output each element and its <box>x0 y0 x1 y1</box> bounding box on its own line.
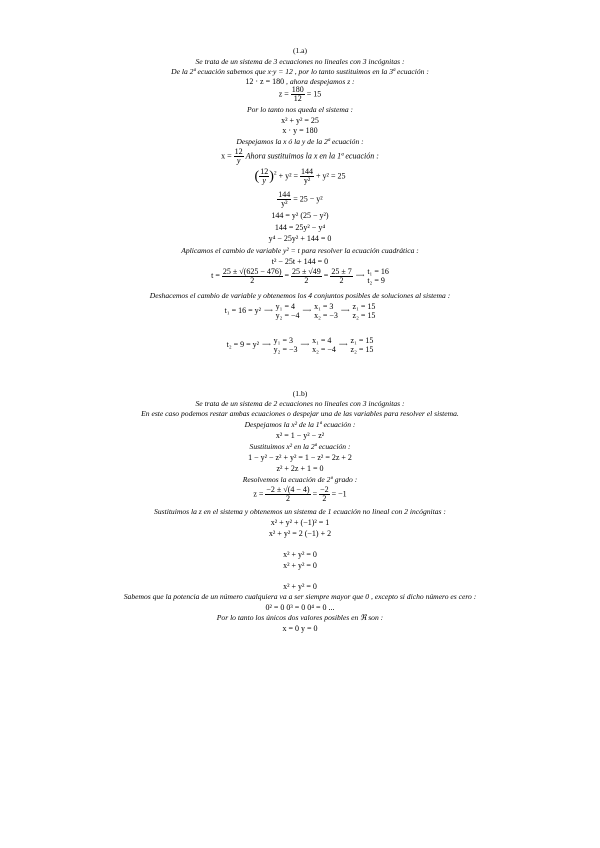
z-fraction <box>291 86 305 103</box>
step1-fraction <box>300 168 314 185</box>
t-values <box>367 267 389 285</box>
zb-numerator-1: −2 ± √(4 − 4) <box>266 485 310 494</box>
t-numerator-1: 25 ± √(625 − 476) <box>222 266 282 276</box>
g2-y1: y₁ = 3 <box>273 336 293 345</box>
zb-numerator-2: −2 <box>320 485 329 494</box>
part-b-only: Por lo tanto los únicos dos valores posibles en ℜ son : <box>216 613 384 622</box>
zb-fraction-1 <box>265 486 310 503</box>
step2-line <box>0 191 600 208</box>
x-eq-label: x = <box>221 151 232 161</box>
system1-eq-b: x · y = 180 <box>282 126 318 135</box>
part-a-heading: (1.a) <box>292 46 308 55</box>
part-b-sys1-a: x² + y² + (−1)² = 1 <box>270 518 330 527</box>
g2-z2: z₂ = 15 <box>350 345 374 354</box>
g1-z2: z₂ = 15 <box>352 311 376 320</box>
g2-x2: x₂ = −4 <box>312 345 336 354</box>
part-b-isolate: Despejamos la x² de la 1ª ecuación : <box>244 420 356 429</box>
t-solution-line: t = $\frac{25 \pm √(625 - 476)}{2}$ = $\frac{25 \pm √49}{2}$ = $\frac{25 \pm 7}{2}$ ⟶ t₁ = 16 t₂ = 9 <box>211 266 389 285</box>
part-b-eq1: 1 − y² − z² + y² = 1 − z² = 2z + 2 <box>248 453 352 462</box>
step2-denominator: y² <box>277 199 291 208</box>
t-fraction-2 <box>291 268 322 285</box>
zb-result: = −1 <box>331 489 347 499</box>
z-solution-line: z = $\frac{-2 \pm √(4 - 4)}{2}$ = $\frac{-2}{2}$ = −1 <box>253 485 347 503</box>
t-numerator-2: 25 ± √49 <box>292 266 321 276</box>
step1-numerator: 144 <box>301 167 314 176</box>
eq-12z: 12 · z = 180 <box>245 77 285 86</box>
part-a-isolate: Despejamos la x ó la y de la 2ª ecuación : <box>236 137 364 146</box>
part-b-zeros: 0² = 0 0³ = 0 0⁴ = 0 ... <box>265 603 335 612</box>
g2-z1: z₁ = 15 <box>350 336 374 345</box>
step4: 144 = 25y² − y⁴ <box>274 223 326 232</box>
g1-y1: y₁ = 4 <box>275 302 295 311</box>
g1-y2: y₂ = −4 <box>275 311 300 320</box>
g1-x2: x₂ = −3 <box>314 311 338 320</box>
g1-t: t₁ = 16 = y² <box>224 305 262 315</box>
change-of-variable: Aplicamos el cambio de variable y² = t para resolver la ecuación cuadrática : <box>181 246 419 255</box>
zb-lhs: z = <box>253 489 264 499</box>
z-denominator: 12 <box>291 94 305 103</box>
part-b-eq2: z² + 2z + 1 = 0 <box>276 464 324 473</box>
part-b-sys2-a: x² + y² = 0 <box>283 550 317 559</box>
t-denominator-3: 2 <box>330 276 352 285</box>
part-b-power: Sabemos que la potencia de un número cualquiera va a ser siempre mayor que 0 , excepto si dicho número es cero : <box>123 592 477 601</box>
solution-group-1: t₁ = 16 = y² ⟶ y₁ = 4 y₂ = −4 ⟶ x₁ = 3 x₂ = −3 ⟶ z₁ = 15 z₂ = 15 <box>224 302 376 320</box>
x-fraction <box>234 148 244 165</box>
g2-x1: x₁ = 4 <box>312 336 332 345</box>
part-b-answer: x = 0 y = 0 <box>282 624 318 633</box>
x-denominator: y <box>234 156 244 165</box>
t-denominator-1: 2 <box>222 276 283 285</box>
t-numerator-3: 25 ± 7 <box>331 266 352 276</box>
zb-fraction-2 <box>319 486 330 503</box>
x2-isolated: x² = 1 − y² − z² <box>275 431 325 440</box>
g2-t: t₂ = 9 = y² <box>226 339 260 349</box>
x-numerator: 12 <box>234 147 243 156</box>
part-b-substitute: Sustituimos x² en la 2ª ecuación : <box>249 442 351 451</box>
system1-eq-a: x² + y² = 25 <box>281 116 319 125</box>
z-solution: z = $\frac{180}{12}$ = 15 <box>278 85 322 103</box>
z-result: = 15 <box>306 89 322 99</box>
g2-y2: y₂ = −3 <box>273 345 298 354</box>
step3: 144 = y² (25 − y²) <box>271 211 329 220</box>
part-b-solve: Resolvemos la ecuación de 2º grado : <box>242 475 358 484</box>
step1-line: ( $\frac{12}{y}$ )$^2$ + y² = $\frac{144}{\text{y²}}$ + y² = 25 <box>254 167 346 185</box>
t-fraction-1 <box>222 268 283 285</box>
part-b-strategy: En este caso podemos restar ambas ecuaciones o despejar una de las variables para resolver el sistema. <box>141 409 459 418</box>
g1-z1: z₁ = 15 <box>352 302 376 311</box>
part-a-intro: Se trata de un sistema de 3 ecuaciones no lineales con 3 incógnitas : <box>195 57 405 66</box>
step5: y⁴ − 25y² + 144 = 0 <box>268 234 332 243</box>
t2-value: t₂ = 9 <box>367 276 385 285</box>
undo-change-text: Deshacemos el cambio de variable y obtenemos los 4 conjuntos posibles de soluciones al sistema : <box>149 291 451 300</box>
step1-end: + y² = 25 <box>316 171 346 181</box>
part-b-final-eq: x² + y² = 0 <box>283 582 317 591</box>
zb-denominator-2: 2 <box>319 494 330 503</box>
t-lhs: t = <box>211 270 220 280</box>
t-fraction-3 <box>330 268 352 285</box>
step2-end: = 25 − y² <box>293 194 323 204</box>
quadratic-equation: t² − 25t + 144 = 0 <box>271 257 329 266</box>
step1-denominator: y² <box>300 176 314 185</box>
part-b-intro: Se trata de un sistema de 2 ecuaciones no lineales con 3 incógnitas : <box>195 399 405 408</box>
zb-denominator-1: 2 <box>265 494 310 503</box>
step1-mid: + y² = <box>278 171 299 181</box>
t-denominator-2: 2 <box>291 276 322 285</box>
clear-z-text: , ahora despejamos z : <box>286 77 355 86</box>
part-b-sub-z: Sustituimos la z en el sistema y obtenemos un sistema de 1 ecuación no lineal con 2 incógnitas : <box>154 507 446 516</box>
part-b-sys1-b: x² + y² = 2 (−1) + 2 <box>268 529 332 538</box>
step2-fraction <box>277 191 291 208</box>
t1-value: t₁ = 16 <box>367 267 389 276</box>
x-substitute-text: Ahora sustituimos la x en la 1ª ecuación : <box>245 151 379 161</box>
x-isolated-line <box>0 148 600 165</box>
g1-x1: x₁ = 3 <box>314 302 334 311</box>
part-b-heading: (1.b) <box>292 389 308 398</box>
solution-group-2: t₂ = 9 = y² ⟶ y₁ = 3 y₂ = −3 ⟶ x₁ = 4 x₂ = −4 ⟶ z₁ = 15 z₂ = 15 <box>226 336 374 354</box>
part-a-from-second: De la 2ª ecuación sabemos que x·y = 12 , por lo tanto sustituimos en la 3ª ecuación : <box>171 67 429 76</box>
step2-numerator: 144 <box>278 190 291 199</box>
part-b-sys2-b: x² + y² = 0 <box>283 561 317 570</box>
part-a-remains: Por lo tanto nos queda el sistema : <box>246 105 354 114</box>
z-numerator: 180 <box>291 85 304 94</box>
